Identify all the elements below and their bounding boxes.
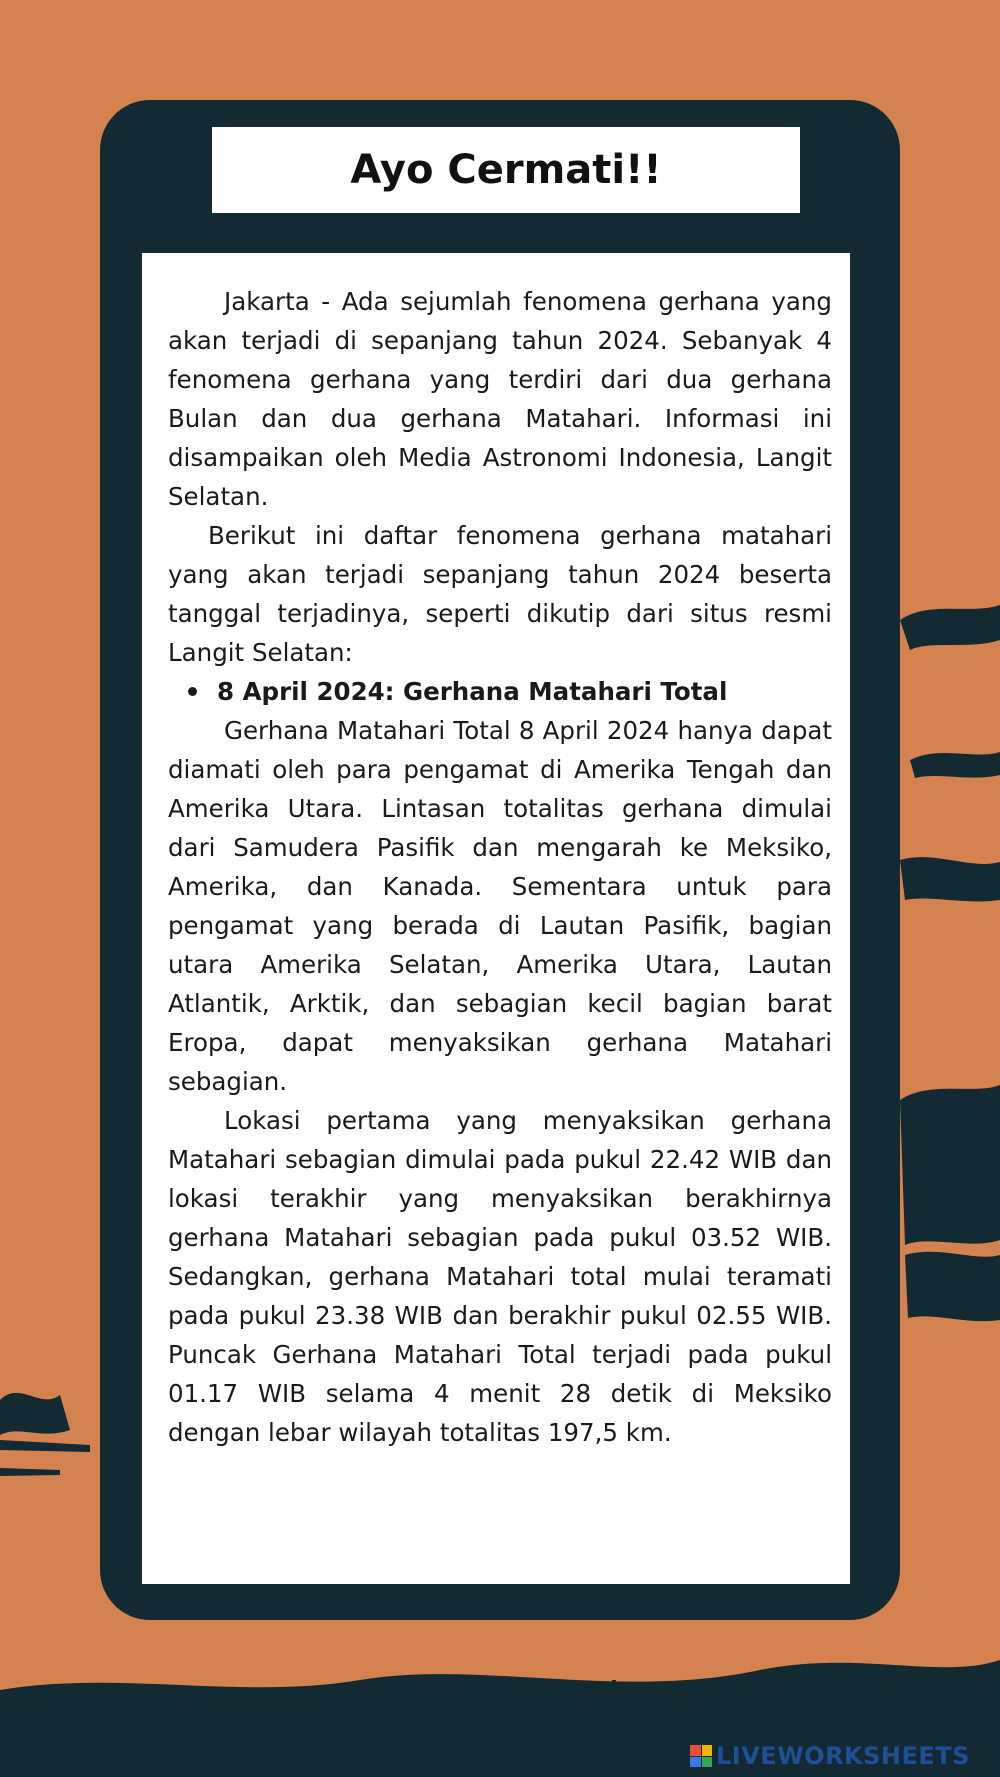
title-box (212, 127, 800, 213)
list-item-label: 8 April 2024: Gerhana Matahari Total (217, 677, 728, 706)
page-title: Ayo Cermati!! (350, 147, 662, 193)
watermark-text: LIVEWORKSHEETS (716, 1742, 970, 1770)
paragraph-eclipse-visibility: Gerhana Matahari Total 8 April 2024 hanya dapat diamati oleh para pengamat di Amerika Tengah dan Amerika Utara. Lintasan totalitas gerhana dimulai dari Samudera Pasifik dan mengarah ke Meksiko, Amerika, dan Kanada. Sementara untuk para pengamat yang berada di Lautan Pasifik, bagian utara Amerika Selatan, Amerika Utara, Lautan Atlantik, Arktik, dan sebagian kecil bagian barat Eropa, dapat menyaksikan gerhana Matahari sebagian. (168, 716, 832, 1096)
paragraph-list-intro: Berikut ini daftar fenomena gerhana matahari yang akan terjadi sepanjang tahun 2024 beserta tanggal terjadinya, seperti dikutip dari situs resmi Langit Selatan: (168, 521, 832, 667)
paragraph-intro: Jakarta - Ada sejumlah fenomena gerhana yang akan terjadi di sepanjang tahun 2024. Sebanyak 4 fenomena gerhana yang terdiri dari dua gerhana Bulan dan dua gerhana Matahari. Informasi ini disampaikan oleh Media Astronomi Indonesia, Langit Selatan. (168, 287, 832, 511)
bullet-icon (188, 687, 197, 696)
list-item (168, 672, 832, 711)
paragraph-eclipse-times: Lokasi pertama yang menyaksikan gerhana Matahari sebagian dimulai pada pukul 22.42 WIB dan lokasi terakhir yang menyaksikan berakhirnya gerhana Matahari sebagian pada pukul 03.52 WIB. Sedangkan, gerhana Matahari total mulai teramati pada pukul 23.38 WIB dan berakhir pukul 02.55 WIB. Puncak Gerhana Matahari Total terjadi pada pukul 01.17 WIB selama 4 menit 28 detik di Meksiko dengan lebar wilayah totalitas 197,5 km. (168, 1106, 832, 1447)
watermark-logo (690, 1742, 970, 1770)
article-body (168, 282, 832, 1452)
liveworksheets-icon (690, 1745, 712, 1767)
